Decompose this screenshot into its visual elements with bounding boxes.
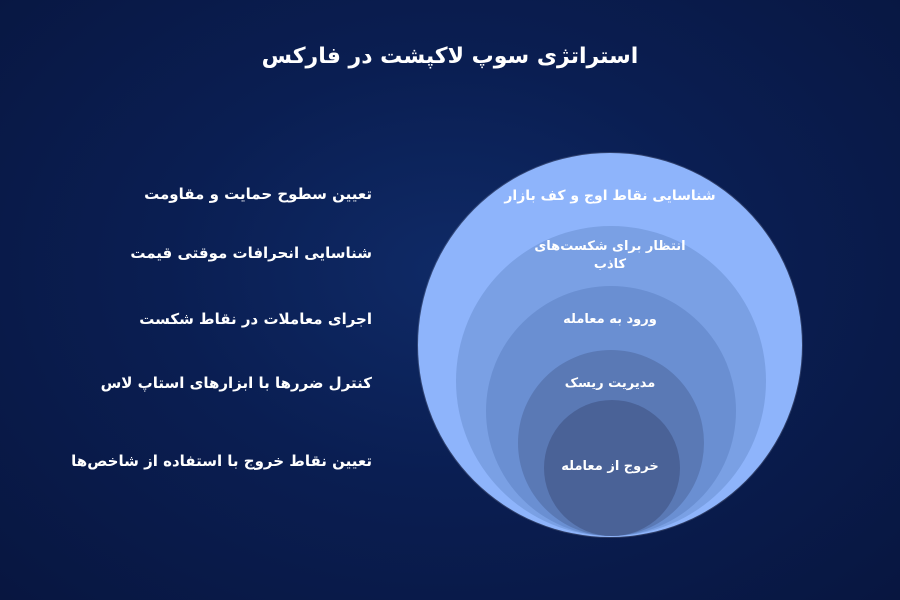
- side-item-5: تعیین نقاط خروج با استفاده از شاخص‌ها: [71, 452, 372, 470]
- circle-label-1: شناسایی نقاط اوج و کف بازار: [504, 188, 716, 204]
- circle-label-2: انتظار برای شکست‌های کاذب: [534, 239, 686, 272]
- side-item-4: کنترل ضررها با ابزارهای استاپ لاس: [100, 374, 372, 392]
- side-item-3: اجرای معاملات در نقاط شکست: [139, 310, 372, 328]
- circle-label-5: خروج از معامله: [561, 459, 659, 474]
- side-item-1: تعیین سطوح حمایت و مقاومت: [144, 185, 372, 203]
- circle-label-3: ورود به معامله: [563, 312, 657, 327]
- circle-label-4: مدیریت ریسک: [564, 376, 656, 391]
- side-item-2: شناسایی انحرافات موقتی قیمت: [130, 244, 372, 262]
- page-title: استراتژی سوپ لاکپشت در فارکس: [261, 44, 639, 69]
